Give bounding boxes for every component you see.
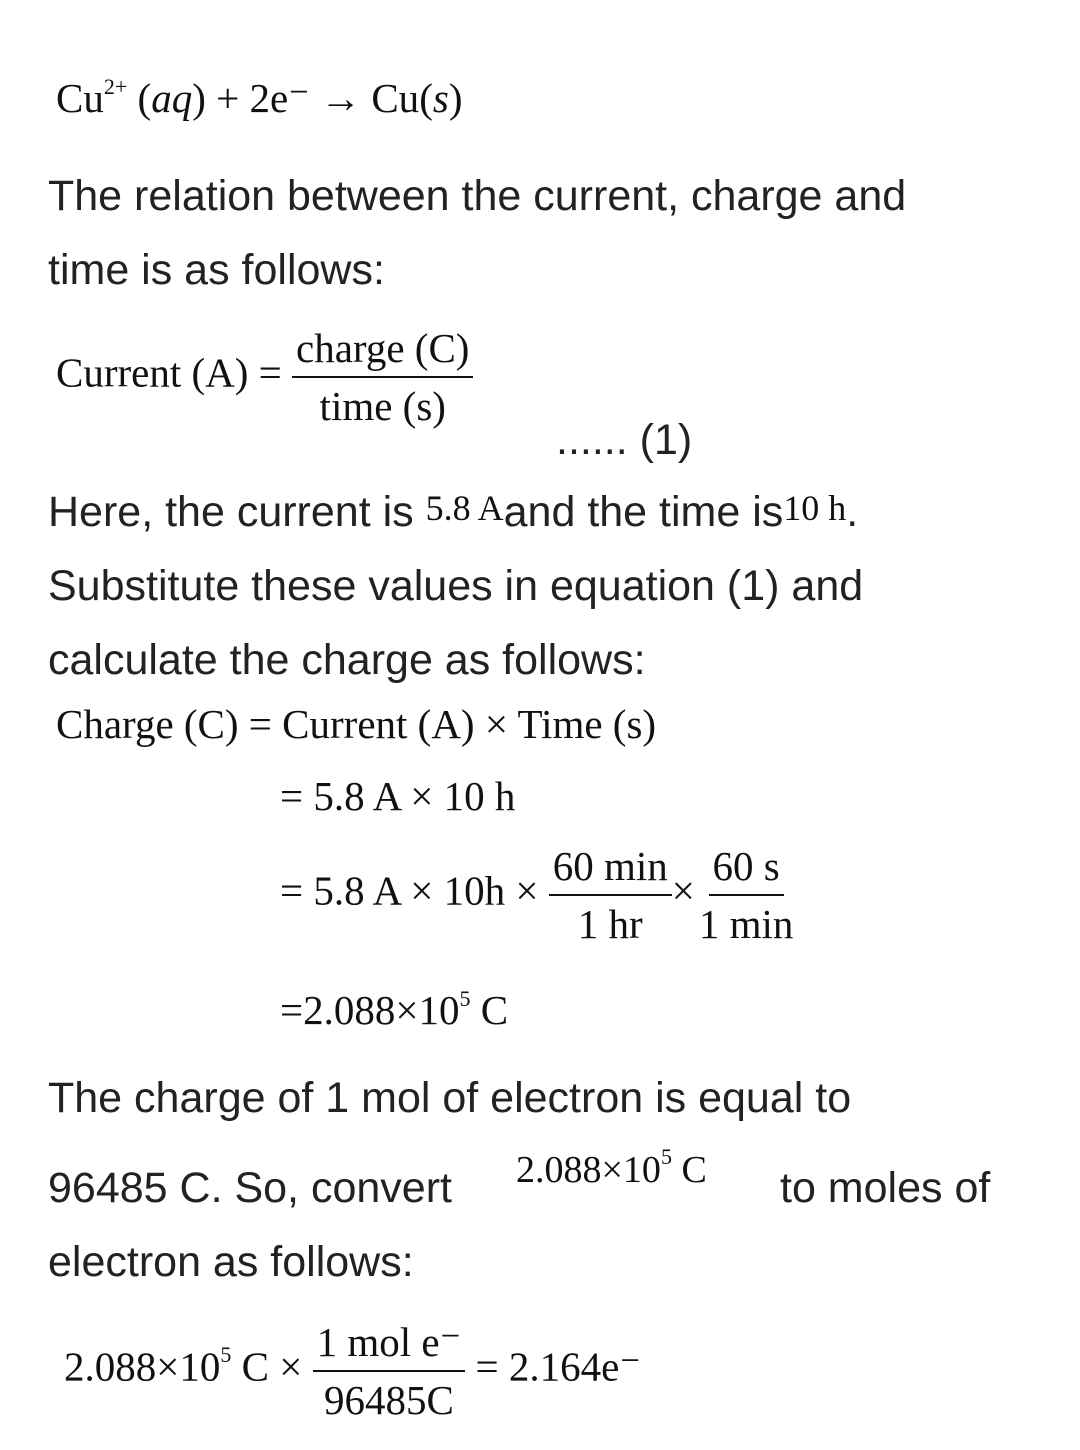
eq1-lhs: Current (A) = [56, 349, 282, 396]
fraction2-numerator: 60 s [709, 842, 784, 896]
times-sign: × [671, 867, 695, 914]
text-to-moles: to moles of [780, 1164, 991, 1212]
paragraph-faraday-line3: electron as follows: [48, 1238, 414, 1286]
state-aq: aq [151, 75, 193, 121]
inline-charge-exponent: 5 [660, 1144, 672, 1169]
charge-line3-prefix: = 5.8 A × 10h × [280, 867, 539, 914]
mole-result-sign: ⁻ [619, 1343, 641, 1390]
charge-line1: Charge (C) = Current (A) × Time (s) [56, 701, 657, 747]
fraction-min-per-hr [549, 842, 672, 948]
paragraph-values-line3: calculate the charge as follows: [48, 636, 646, 684]
paragraph-values-line1 [48, 488, 858, 537]
fraction-mol-per-coulomb [313, 1318, 466, 1424]
mole-calc-mantissa: 2.088×10 [64, 1343, 221, 1390]
reactant: Cu [56, 75, 104, 121]
electron-sign: ⁻ [288, 75, 310, 121]
mole-fraction-numerator-text: 1 mol e [316, 1319, 440, 1365]
reactant-charge: 2+ [103, 74, 128, 99]
charge-result [280, 986, 508, 1034]
mole-calc-unit: C × [231, 1343, 303, 1390]
inline-charge-unit: C [671, 1149, 707, 1191]
charge-result-exponent: 5 [459, 986, 471, 1011]
electrons: + 2e [216, 75, 289, 121]
value-time: 10 h [783, 488, 847, 528]
paragraph-values-line2: Substitute these values in equation (1) and [48, 562, 864, 610]
charge-result-mantissa: =2.088×10 [280, 987, 460, 1033]
inline-charge-value [516, 1144, 707, 1192]
text-time-is: and the time is [503, 488, 784, 536]
paragraph-faraday-line1: The charge of 1 mol of electron is equal to [48, 1074, 852, 1122]
value-current: 5.8 A [425, 488, 504, 528]
text-period: . [846, 488, 859, 536]
paragraph-relation-line1: The relation between the current, charge and [48, 172, 907, 220]
equation-label: ...... (1) [556, 416, 693, 464]
charge-line3 [280, 842, 797, 948]
fraction2-denominator: 1 min [698, 901, 794, 947]
state-s: s [432, 75, 449, 121]
fraction-s-per-min [695, 842, 798, 948]
reaction-equation: $Cu^{2+}$ (aq) + 2e⁻ → Cu(s) [56, 74, 463, 121]
mole-fraction-denominator: 96485C [324, 1377, 454, 1423]
product: Cu [371, 75, 420, 121]
reaction-arrow: → [320, 75, 362, 121]
text-convert: 96485 C. So, convert [48, 1164, 452, 1212]
mole-fraction-numerator-sign: ⁻ [439, 1319, 462, 1365]
paragraph-faraday-line2 [48, 1164, 452, 1213]
charge-line2: = 5.8 A × 10 h [280, 773, 516, 819]
inline-charge-mantissa: 2.088×10 [516, 1149, 661, 1191]
eq1-denominator: time (s) [319, 383, 446, 429]
eq1-numerator: charge (C) [292, 324, 473, 378]
fraction1-denominator: 1 hr [577, 901, 643, 947]
mole-calculation [64, 1318, 641, 1424]
eq1-fraction [292, 324, 473, 430]
equation-current [56, 324, 473, 430]
charge-result-unit: C [470, 987, 509, 1033]
paragraph-relation-line2: time is as follows: [48, 246, 385, 294]
text-current-is: Here, the current is [48, 488, 414, 536]
mole-calc-exponent: 5 [220, 1342, 232, 1368]
mole-fraction-numerator [313, 1318, 466, 1372]
mole-result: = 2.164e [475, 1343, 620, 1390]
fraction1-numerator: 60 min [549, 842, 672, 896]
